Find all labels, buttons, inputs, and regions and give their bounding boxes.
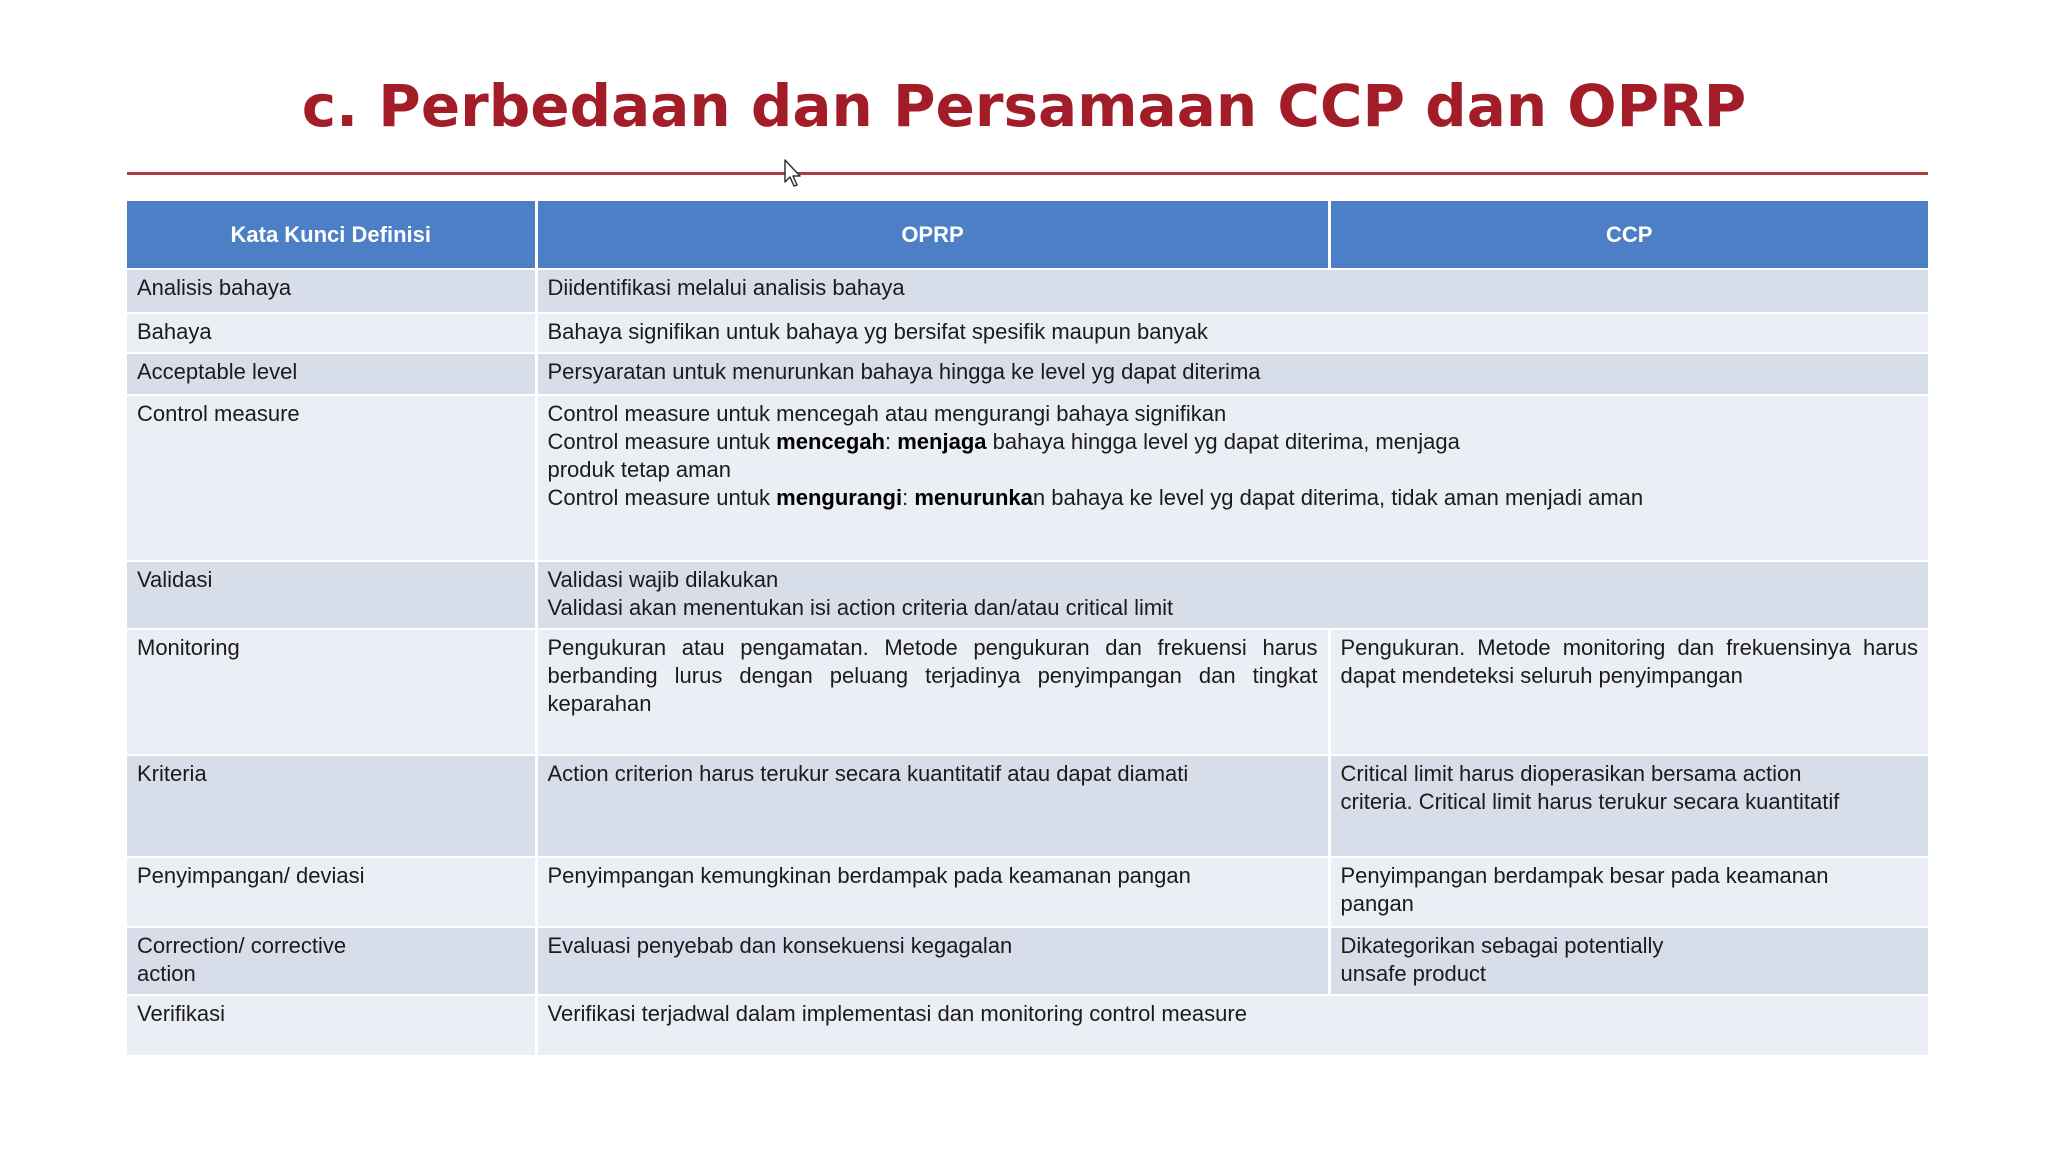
bold-term: menjaga <box>897 429 987 454</box>
control-line-1: Control measure untuk mencegah atau mengurangi bahaya signifikan <box>547 401 1227 426</box>
row-keyword: Validasi <box>127 561 536 629</box>
row-ccp-value: Pengukuran. Metode monitoring dan frekuensinya harus dapat mendeteksi seluruh penyimpangan <box>1329 629 1928 755</box>
row-ccp-value <box>1329 755 1928 857</box>
validasi-line-1: Validasi wajib dilakukan <box>547 567 779 592</box>
row-shared-value <box>536 395 1928 561</box>
row-keyword: Penyimpangan/ deviasi <box>127 857 536 927</box>
bold-term: menurunka <box>914 485 1033 510</box>
mouse-cursor-icon <box>783 158 805 188</box>
title-divider <box>127 172 1928 175</box>
row-shared-value: Bahaya signifikan untuk bahaya yg bersifat spesifik maupun banyak <box>536 313 1928 353</box>
table-row-correction <box>127 927 1928 995</box>
row-keyword: Control measure <box>127 395 536 561</box>
row-keyword: Kriteria <box>127 755 536 857</box>
row-ccp-value <box>1329 857 1928 927</box>
row-oprp-value: Evaluasi penyebab dan konsekuensi kegagalan <box>536 927 1329 995</box>
text-line: action <box>137 961 196 986</box>
table-row-kriteria <box>127 755 1928 857</box>
text-span: : <box>902 485 915 510</box>
table-row-control-measure <box>127 395 1928 561</box>
control-line-4 <box>548 484 1919 512</box>
row-shared-value: Diidentifikasi melalui analisis bahaya <box>536 269 1928 313</box>
row-keyword: Monitoring <box>127 629 536 755</box>
table-row-penyimpangan <box>127 857 1928 927</box>
row-oprp-value: Pengukuran atau pengamatan. Metode pengukuran dan frekuensi harus berbanding lurus dengan peluang terjadinya penyimpangan dan tingkat keparahan <box>536 629 1329 755</box>
header-keyword: Kata Kunci Definisi <box>127 201 536 269</box>
row-keyword <box>127 927 536 995</box>
table-row-verifikasi <box>127 995 1928 1055</box>
table-row-analisis-bahaya <box>127 269 1928 313</box>
row-keyword: Bahaya <box>127 313 536 353</box>
row-shared-value: Verifikasi terjadwal dalam implementasi dan monitoring control measure <box>536 995 1928 1055</box>
row-oprp-value: Penyimpangan kemungkinan berdampak pada keamanan pangan <box>536 857 1329 927</box>
row-keyword: Analisis bahaya <box>127 269 536 313</box>
text-line: criteria. Critical limit harus terukur secara kuantitatif <box>1340 789 1840 814</box>
row-ccp-value <box>1329 927 1928 995</box>
table-row-validasi <box>127 561 1928 629</box>
text-line: Dikategorikan sebagai potentially <box>1340 933 1664 958</box>
text-line: Penyimpangan berdampak besar pada keamanan <box>1340 863 1829 888</box>
table-header-row <box>127 201 1928 269</box>
text-line: Critical limit harus dioperasikan bersama action <box>1340 761 1802 786</box>
header-oprp: OPRP <box>536 201 1329 269</box>
control-line-3: produk tetap aman <box>547 457 731 482</box>
text-span: Control measure untuk <box>547 429 777 454</box>
bold-term: mengurangi <box>776 485 903 510</box>
row-oprp-value: Action criterion harus terukur secara kuantitatif atau dapat diamati <box>536 755 1329 857</box>
text-span: Control measure untuk <box>547 485 777 510</box>
row-keyword: Acceptable level <box>127 353 536 395</box>
text-span: bahaya hingga level yg dapat diterima, menjaga <box>986 429 1460 454</box>
slide-title: c. Perbedaan dan Persamaan CCP dan OPRP <box>301 72 1747 140</box>
text-line: Correction/ corrective <box>137 933 347 958</box>
text-span: : <box>885 429 898 454</box>
table-row-acceptable-level <box>127 353 1928 395</box>
header-ccp: CCP <box>1329 201 1928 269</box>
text-line: unsafe product <box>1340 961 1487 986</box>
bold-term: mencegah <box>776 429 885 454</box>
table-row-monitoring <box>127 629 1928 755</box>
text-span: n bahaya ke level yg dapat diterima, tidak aman menjadi aman <box>1032 485 1644 510</box>
comparison-table <box>127 201 1928 1055</box>
text-line: pangan <box>1340 891 1414 916</box>
validasi-line-2: Validasi akan menentukan isi action criteria dan/atau critical limit <box>547 595 1174 620</box>
row-shared-value <box>536 561 1928 629</box>
table-row-bahaya <box>127 313 1928 353</box>
row-keyword: Verifikasi <box>127 995 536 1055</box>
control-line-2 <box>548 428 1919 456</box>
row-shared-value: Persyaratan untuk menurunkan bahaya hingga ke level yg dapat diterima <box>536 353 1928 395</box>
